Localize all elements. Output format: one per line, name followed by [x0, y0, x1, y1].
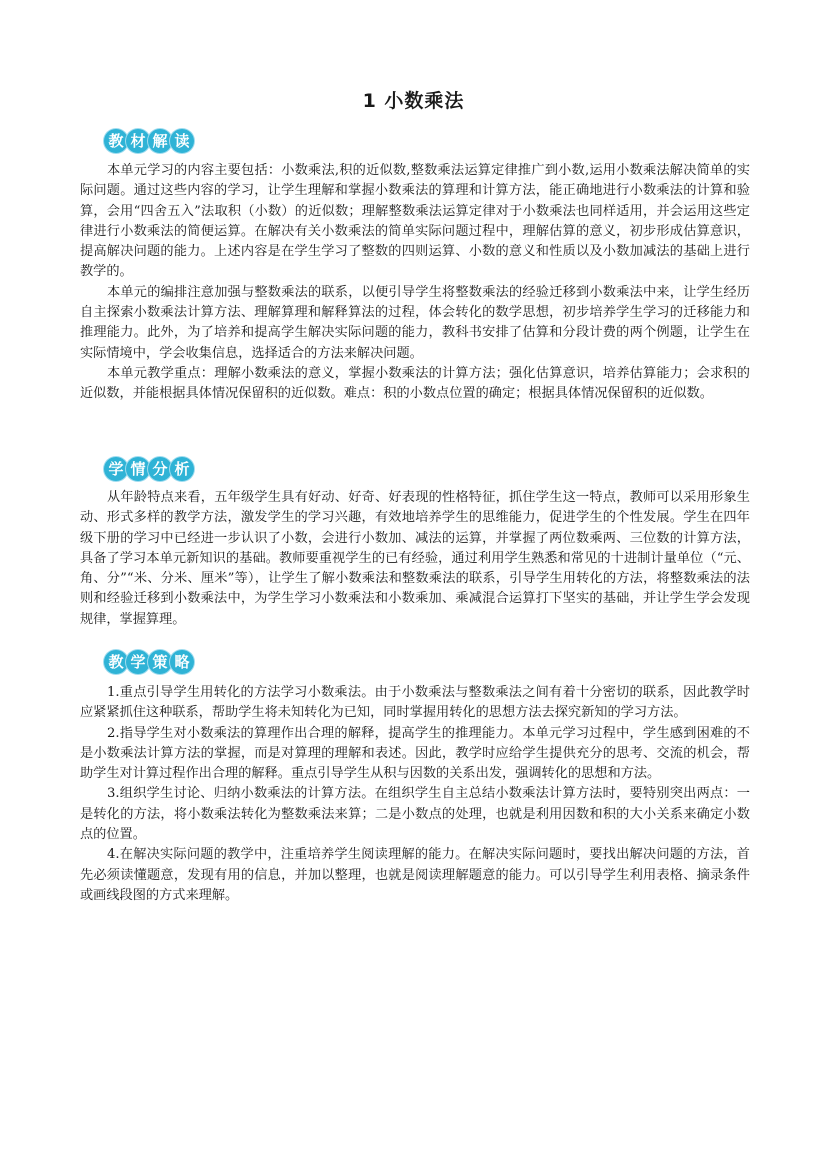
section-heading-student-analysis [104, 456, 192, 482]
paragraph: 本单元教学重点：理解小数乘法的意义，掌握小数乘法的计算方法；强化估算意识，培养估算能力；会求积的近似数，并能根据具体情况保留积的近似数。难点：积的小数点位置的确定；根据具体情况保留积的近似数。 [80, 365, 750, 402]
heading-char: 略 [170, 650, 194, 674]
page-title: 1 小数乘法 [362, 90, 465, 112]
section-body-teaching-strategy [80, 683, 750, 906]
heading-char: 教 [104, 129, 128, 153]
heading-char: 读 [170, 129, 194, 153]
section-body-student-analysis [80, 488, 750, 630]
paragraph: 从年龄特点来看，五年级学生具有好动、好奇、好表现的性格特征，抓住学生这一特点，教师可以采用形象生动、形式多样的教学方法，激发学生的学习兴趣，有效地培养学生的思维能力，促进学生的个性发展。学生在四年级下册的学习中已经进一步认识了小数，会进行小数加、减法的运算，并掌握了两位数乘两、三位数的计算方法，具备了学习本单元新知识的基础。教师要重视学生的已有经验，通过利用学生熟悉和常见的十进制计量单位（“元、角、分”“米、分米、厘米”等），让学生了解小数乘法和整数乘法的联系，引导学生用转化的方法，将整数乘法的法则和经验迁移到小数乘法中，为学生学习小数乘法和小数乘加、乘减混合运算打下坚实的基础，并让学生学会发现规律，掌握算理。 [80, 490, 750, 627]
section-body-textbook-reading [80, 161, 750, 405]
heading-char: 情 [126, 457, 150, 481]
section-heading-textbook-reading [104, 128, 192, 154]
heading-char: 材 [126, 129, 150, 153]
paragraph: 3.组织学生讨论、归纳小数乘法的计算方法。在组织学生自主总结小数乘法计算方法时，要特别突出两点：一是转化的方法，将小数乘法转化为整数乘法来算；二是小数点的处理，也就是利用因数和积的大小关系来确定小数点的位置。 [80, 786, 750, 843]
heading-char: 策 [148, 650, 172, 674]
paragraph: 1.重点引导学生用转化的方法学习小数乘法。由于小数乘法与整数乘法之间有着十分密切的联系，因此教学时应紧紧抓住这种联系，帮助学生将未知转化为已知，同时掌握用转化的思想方法去探究新知的学习方法。 [80, 685, 750, 721]
section-heading-teaching-strategy [104, 649, 192, 675]
paragraph: 本单元的编排注意加强与整数乘法的联系，以便引导学生将整数乘法的经验迁移到小数乘法中来，让学生经历自主探索小数乘法计算方法、理解算理和解释算法的过程，体会转化的数学思想，初步培养学生学习的迁移能力和推理能力。此外，为了培养和提高学生解决实际问题的能力，教科书安排了估算和分段计费的两个例题，让学生在实际情境中，学会收集信息，选择适合的方法来解决问题。 [80, 284, 750, 361]
paragraph: 4.在解决实际问题的教学中，注重培养学生阅读理解的能力。在解决实际问题时，要找出解决问题的方法，首先必须读懂题意，发现有用的信息，并加以整理，也就是阅读理解题意的能力。可以引导学生利用表格、摘录条件或画线段图的方式来理解。 [80, 847, 750, 903]
heading-char: 教 [104, 650, 128, 674]
heading-char: 学 [126, 650, 150, 674]
heading-char: 分 [148, 457, 172, 481]
heading-char: 析 [170, 457, 194, 481]
paragraph: 2.指导学生对小数乘法的算理作出合理的解释，提高学生的推理能力。本单元学习过程中，学生感到困难的不是小数乘法计算方法的掌握，而是对算理的理解和表述。因此，教学时应给学生提供充分的思考、交流的机会，帮助学生对计算过程作出合理的解释。重点引导学生从积与因数的关系出发，强调转化的思想和方法。 [80, 725, 750, 782]
paragraph: 本单元学习的内容主要包括：小数乘法,积的近似数,整数乘法运算定律推广到小数,运用小数乘法解决简单的实际问题。通过这些内容的学习，让学生理解和掌握小数乘法的算理和计算方法，能正确地进行小数乘法的计算和验算，会用“四舍五入”法取积（小数）的近似数；理解整数乘法运算定律对于小数乘法也同样适用，并会运用这些定律进行小数乘法的简便运算。在解决有关小数乘法的简单实际问题过程中，理解估算的意义，初步形成估算意识，提高解决问题的能力。上述内容是在学生学习了整数的四则运算、小数的意义和性质以及小数加减法的基础上进行教学的。 [80, 163, 750, 280]
heading-char: 解 [148, 129, 172, 153]
heading-char: 学 [104, 457, 128, 481]
